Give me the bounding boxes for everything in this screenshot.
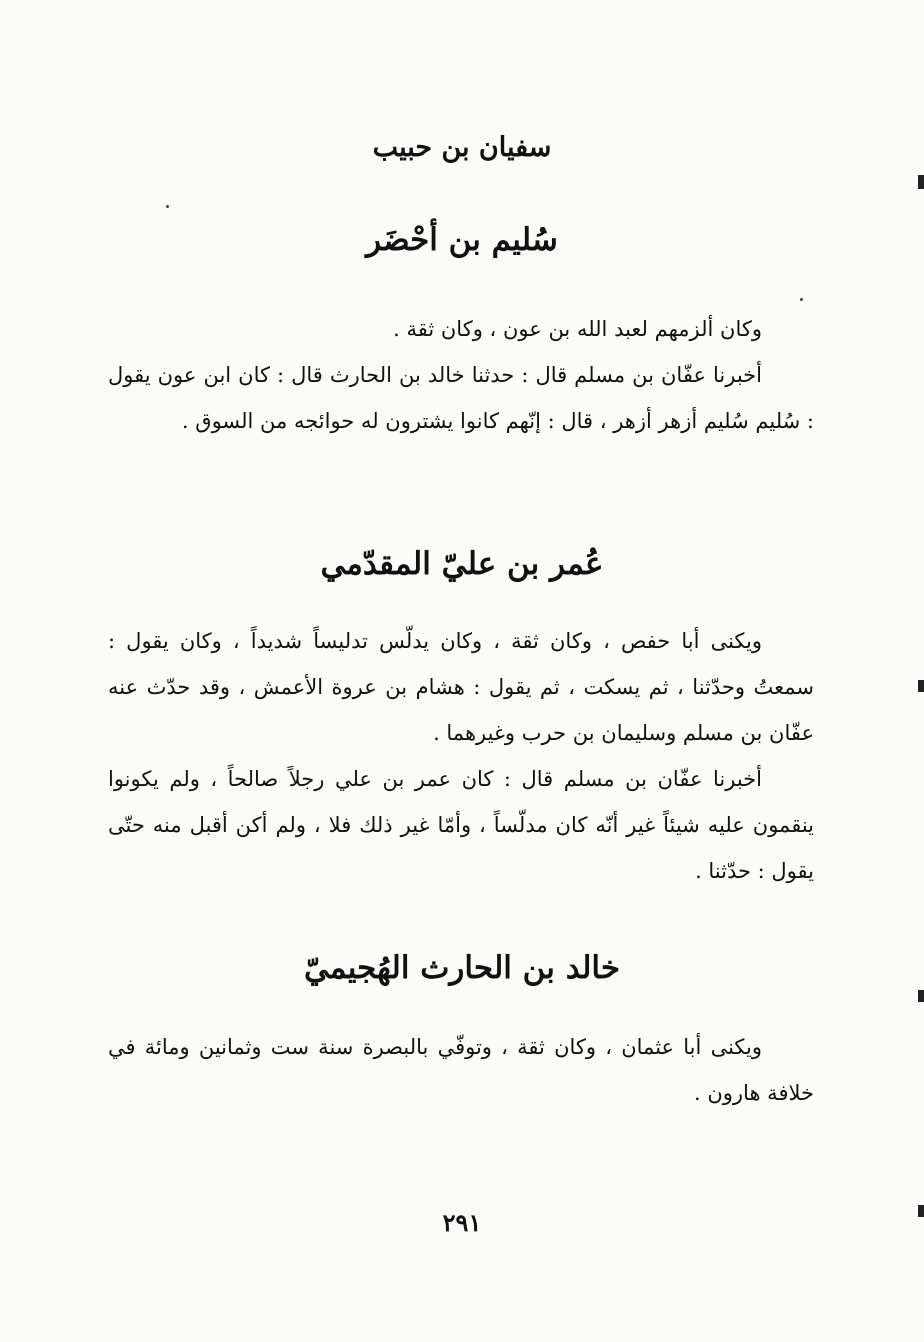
page-number: ٢٩١ [442, 1208, 482, 1237]
scan-speck [166, 205, 169, 208]
paragraph: ويكنى أبا حفص ، وكان ثقة ، وكان يدلّس تدليساً شديداً ، وكان يقول : سمعتُ وحدّثنا ، ثم يسكت ، ثم يقول : هشام بن عروة الأعمش ، وقد حدّث عنه عفّان بن مسلم وسليمان بن حرب وغيرهما . [108, 629, 814, 745]
running-header: سفيان بن حبيب [372, 132, 552, 163]
section-title-khalid: خالد بن الحارث الهُجيميّ [303, 950, 621, 986]
paragraph: ويكنى أبا عثمان ، وكان ثقة ، وتوفّي بالبصرة سنة ست وثمانين ومائة في خلافة هارون . [108, 1035, 814, 1105]
section-body-sulaym [108, 306, 814, 444]
paragraph: وكان ألزمهم لعبد الله بن عون ، وكان ثقة . [393, 317, 762, 341]
scan-edge-mark [918, 990, 924, 1002]
paragraph: أخبرنا عفّان بن مسلم قال : حدثنا خالد بن الحارث قال : كان ابن عون يقول : سُليم سُليم أزهر أزهر ، قال : إنّهم كانوا يشترون له حوائجه من السوق . [108, 363, 814, 433]
paragraph: أخبرنا عفّان بن مسلم قال : كان عمر بن علي رجلاً صالحاً ، ولم يكونوا ينقمون عليه شيئاً غير أنّه كان مدلّساً ، وأمّا غير ذلك فلا ، ولم أكن أقبل منه حتّى يقول : حدّثنا . [108, 767, 814, 883]
scan-edge-mark [918, 680, 924, 692]
scan-edge-mark [918, 175, 924, 189]
section-title-sulaym: سُليم بن أحْضَر [366, 222, 558, 258]
section-title-umar: عُمر بن عليّ المقدّمي [320, 546, 604, 582]
scan-edge-mark [918, 1205, 924, 1217]
section-body-umar [108, 618, 814, 894]
section-body-khalid [108, 1024, 814, 1116]
scan-speck [800, 298, 803, 301]
